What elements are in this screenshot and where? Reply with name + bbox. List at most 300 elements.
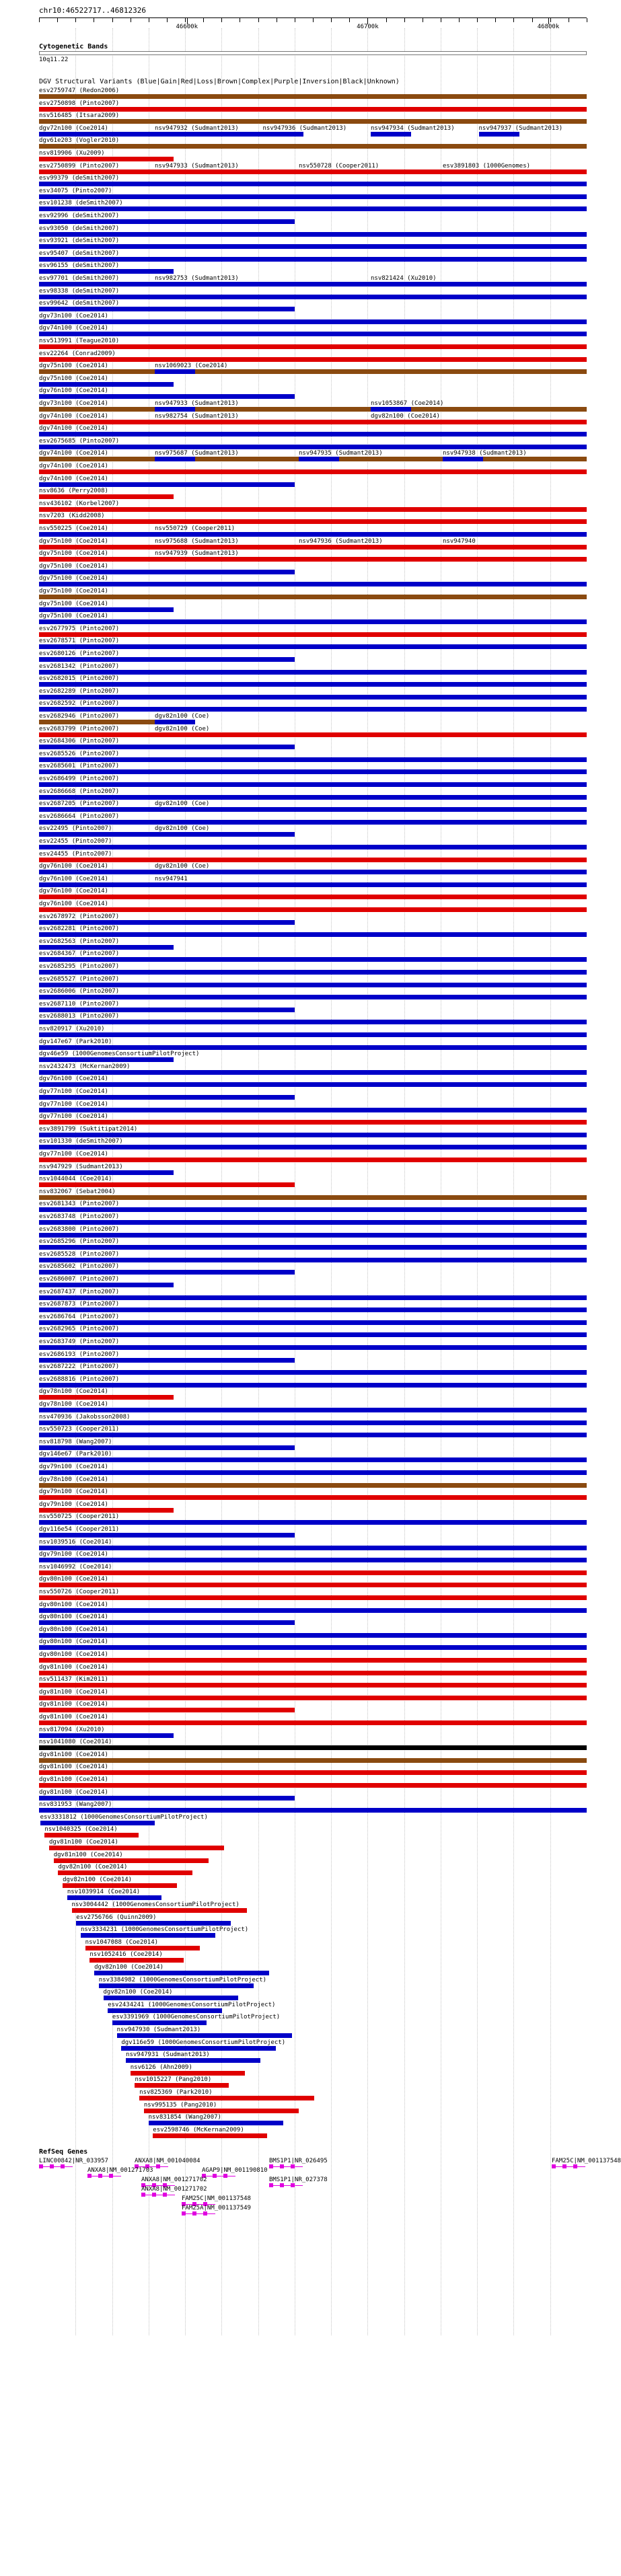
sv-bar-extra[interactable] bbox=[299, 457, 339, 461]
sv-label[interactable]: esv101238 (deSmith2007) bbox=[39, 200, 123, 207]
sv-label[interactable]: esv2681342 (Pinto2007) bbox=[39, 662, 120, 670]
sv-bar[interactable] bbox=[39, 307, 295, 311]
sv-bar[interactable] bbox=[58, 1870, 192, 1875]
sv-bar[interactable] bbox=[39, 570, 295, 574]
sv-bar[interactable] bbox=[117, 2033, 292, 2038]
sv-bar[interactable] bbox=[39, 795, 587, 800]
sv-bar[interactable] bbox=[39, 1696, 587, 1700]
sv-bar[interactable] bbox=[39, 1233, 587, 1238]
sv-bar[interactable] bbox=[39, 1583, 587, 1587]
sv-bar[interactable] bbox=[39, 807, 587, 812]
refseq-gene-label[interactable]: ANXA8|NM_001271702 bbox=[141, 2186, 207, 2193]
sv-label[interactable]: nsv831953 (Wang2007) bbox=[39, 1801, 112, 1809]
sv-label[interactable]: nsv1052416 (Coe2014) bbox=[89, 1951, 163, 1959]
sv-label[interactable]: dgv75n100 (Coe2014) bbox=[39, 537, 108, 545]
sv-label[interactable]: nsv832067 (Sebat2004) bbox=[39, 1188, 116, 1195]
sv-bar-extra[interactable] bbox=[155, 532, 195, 537]
sv-bar[interactable] bbox=[39, 1745, 587, 1750]
refseq-gene-exon[interactable] bbox=[291, 2183, 295, 2187]
sv-bar[interactable] bbox=[39, 1533, 295, 1538]
sv-bar[interactable] bbox=[39, 920, 295, 925]
sv-bar[interactable] bbox=[135, 2083, 229, 2088]
sv-bar[interactable] bbox=[39, 1445, 295, 1450]
sv-label[interactable]: dgv74n100 (Coe2014) bbox=[39, 325, 108, 332]
sv-bar[interactable] bbox=[39, 1620, 295, 1625]
sv-bar[interactable] bbox=[39, 1483, 587, 1488]
sv-bar[interactable] bbox=[39, 732, 587, 737]
sv-label-extra[interactable]: nsv947932 (Sudmant2013) bbox=[155, 124, 239, 132]
refseq-gene-label[interactable]: BMS1P1|NR_026495 bbox=[269, 2158, 328, 2165]
sv-label[interactable]: esv2682946 (Pinto2007) bbox=[39, 713, 120, 720]
sv-label[interactable]: dgv81n100 (Coe2014) bbox=[39, 1751, 108, 1758]
sv-label[interactable]: esv2686664 (Pinto2007) bbox=[39, 812, 120, 820]
sv-label-extra[interactable]: esv3891803 (1000Genomes) bbox=[443, 162, 531, 169]
sv-label[interactable]: esv2685526 (Pinto2007) bbox=[39, 750, 120, 757]
sv-label[interactable]: esv2680126 (Pinto2007) bbox=[39, 650, 120, 657]
sv-label[interactable]: esv2687110 (Pinto2007) bbox=[39, 1000, 120, 1008]
refseq-gene-exon[interactable] bbox=[182, 2211, 186, 2215]
sv-label[interactable]: dgv76n100 (Coe2014) bbox=[39, 863, 108, 870]
sv-label[interactable]: dgv81n100 (Coe2014) bbox=[49, 1839, 118, 1846]
sv-bar[interactable] bbox=[39, 644, 587, 649]
sv-bar[interactable] bbox=[39, 1395, 174, 1400]
sv-bar[interactable] bbox=[39, 757, 587, 762]
refseq-gene-exon[interactable] bbox=[39, 2164, 43, 2168]
sv-bar[interactable] bbox=[112, 2020, 207, 2025]
sv-label-extra[interactable]: nsv982754 (Sudmant2013) bbox=[155, 412, 239, 420]
sv-label[interactable]: dgv75n100 (Coe2014) bbox=[39, 375, 108, 382]
refseq-gene-exon[interactable] bbox=[156, 2164, 160, 2168]
sv-label[interactable]: nsv3384982 (1000GenomesConsortiumPilotProject) bbox=[98, 1976, 267, 1983]
sv-bar[interactable] bbox=[39, 957, 587, 962]
sv-label[interactable]: esv2598746 (McKernan2009) bbox=[153, 2126, 244, 2133]
sv-label[interactable]: dgv82n100 (Coe2014) bbox=[58, 1864, 128, 1871]
sv-label[interactable]: nsv831854 (Wang2007) bbox=[148, 2114, 221, 2121]
sv-label[interactable]: esv2685296 (Pinto2007) bbox=[39, 1238, 120, 1246]
sv-label[interactable]: esv97701 (deSmith2007) bbox=[39, 275, 120, 282]
sv-label[interactable]: nsv516485 (Itsara2009) bbox=[39, 112, 120, 120]
sv-label[interactable]: dgv81n100 (Coe2014) bbox=[39, 1764, 108, 1771]
sv-bar[interactable] bbox=[39, 1570, 587, 1575]
sv-label[interactable]: dgv81n100 (Coe2014) bbox=[39, 1701, 108, 1708]
sv-label-extra[interactable]: dgv82n100 (Coe) bbox=[155, 863, 210, 870]
sv-label[interactable]: esv2756766 (Quinn2009) bbox=[76, 1914, 157, 1921]
sv-bar[interactable] bbox=[39, 1057, 174, 1062]
sv-label[interactable]: esv2684306 (Pinto2007) bbox=[39, 738, 120, 745]
sv-label[interactable]: nsv817094 (Xu2010) bbox=[39, 1726, 105, 1733]
sv-label[interactable]: dgv81n100 (Coe2014) bbox=[53, 1851, 123, 1858]
sv-bar[interactable] bbox=[39, 1796, 295, 1801]
sv-label[interactable]: esv2688816 (Pinto2007) bbox=[39, 1375, 120, 1383]
sv-bar[interactable] bbox=[39, 269, 174, 274]
sv-bar[interactable] bbox=[39, 632, 587, 637]
sv-bar[interactable] bbox=[39, 344, 587, 349]
sv-label[interactable]: dgv61e203 (Vogler2010) bbox=[39, 137, 120, 145]
sv-label[interactable]: dgv75n100 (Coe2014) bbox=[39, 550, 108, 558]
sv-label[interactable]: nsv550726 (Cooper2011) bbox=[39, 1589, 120, 1595]
refseq-gene-label[interactable]: FAM25C|NM_001137548 bbox=[552, 2158, 621, 2165]
sv-bar[interactable] bbox=[39, 1433, 587, 1437]
sv-bar[interactable] bbox=[39, 1270, 295, 1275]
sv-bar[interactable] bbox=[39, 1070, 587, 1075]
sv-label-extra[interactable]: nsv975688 (Sudmant2013) bbox=[155, 537, 239, 545]
sv-bar[interactable] bbox=[39, 107, 587, 112]
sv-label[interactable]: nsv550225 (Coe2014) bbox=[39, 525, 108, 532]
sv-label-extra[interactable]: nsv947936 (Sudmant2013) bbox=[262, 124, 347, 132]
sv-bar[interactable] bbox=[104, 1996, 238, 2000]
sv-label[interactable]: nsv513991 (Teague2010) bbox=[39, 338, 120, 344]
sv-label[interactable]: dgv76n100 (Coe2014) bbox=[39, 875, 108, 882]
sv-bar[interactable] bbox=[54, 1858, 209, 1863]
sv-label-extra[interactable]: dgv82n100 (Coe) bbox=[155, 800, 210, 808]
sv-label[interactable]: esv2686006 (Pinto2007) bbox=[39, 988, 120, 995]
sv-label[interactable]: dgv76n100 (Coe2014) bbox=[39, 888, 108, 895]
sv-bar[interactable] bbox=[40, 1821, 155, 1825]
sv-label[interactable]: esv34075 (Pinto2007) bbox=[39, 187, 112, 194]
sv-label[interactable]: dgv73n100 (Coe2014) bbox=[39, 312, 108, 319]
sv-bar[interactable] bbox=[39, 1195, 587, 1200]
sv-bar[interactable] bbox=[89, 1958, 184, 1963]
sv-label[interactable]: nsv1046992 (Coe2014) bbox=[39, 1563, 112, 1570]
sv-bar-extra[interactable] bbox=[443, 169, 483, 174]
sv-label[interactable]: esv2681343 (Pinto2007) bbox=[39, 1201, 120, 1208]
sv-bar[interactable] bbox=[39, 1245, 587, 1250]
refseq-gene-exon[interactable] bbox=[163, 2193, 167, 2197]
sv-bar[interactable] bbox=[39, 494, 174, 499]
sv-label[interactable]: esv2686764 (Pinto2007) bbox=[39, 1313, 120, 1320]
sv-bar[interactable] bbox=[39, 720, 174, 724]
sv-label[interactable]: dgv74n100 (Coe2014) bbox=[39, 475, 108, 482]
refseq-gene-label[interactable]: AGAP9|NM_001190810 bbox=[202, 2167, 268, 2174]
sv-bar[interactable] bbox=[39, 882, 587, 887]
sv-bar[interactable] bbox=[39, 945, 174, 950]
sv-label[interactable]: esv101330 (deSmith2007) bbox=[39, 1138, 123, 1145]
sv-bar[interactable] bbox=[39, 1170, 174, 1175]
sv-label[interactable]: nsv947931 (Sudmant2013) bbox=[126, 2051, 210, 2059]
sv-bar[interactable] bbox=[39, 469, 587, 474]
sv-label[interactable]: dgv74n100 (Coe2014) bbox=[39, 463, 108, 469]
sv-label[interactable]: esv24455 (Pinto2007) bbox=[39, 850, 112, 858]
sv-bar-extra[interactable] bbox=[155, 870, 195, 874]
sv-label[interactable]: esv2682015 (Pinto2007) bbox=[39, 675, 120, 683]
sv-bar[interactable] bbox=[39, 1633, 587, 1638]
sv-bar[interactable] bbox=[39, 1733, 174, 1738]
sv-label-extra[interactable]: dgv82n100 (Coe2014) bbox=[371, 412, 440, 420]
sv-label[interactable]: dgv79n100 (Coe2014) bbox=[39, 1551, 108, 1558]
sv-bar-extra[interactable] bbox=[155, 369, 195, 374]
sv-label[interactable]: dgv77n100 (Coe2014) bbox=[39, 1088, 108, 1095]
refseq-gene-exon[interactable] bbox=[280, 2164, 284, 2168]
sv-bar[interactable] bbox=[39, 895, 587, 899]
sv-label[interactable]: esv2687205 (Pinto2007) bbox=[39, 800, 120, 808]
sv-bar[interactable] bbox=[139, 2096, 314, 2100]
refseq-gene-label[interactable]: ANXA8|NM_001271703 bbox=[87, 2167, 153, 2174]
sv-label[interactable]: dgv80n100 (Coe2014) bbox=[39, 1614, 108, 1621]
refseq-gene-exon[interactable] bbox=[269, 2183, 273, 2187]
sv-label[interactable]: dgv74n100 (Coe2014) bbox=[39, 412, 108, 420]
sv-bar[interactable] bbox=[39, 257, 587, 262]
sv-label-extra[interactable]: nsv947941 bbox=[155, 875, 188, 882]
refseq-gene-exon[interactable] bbox=[192, 2211, 196, 2215]
sv-bar[interactable] bbox=[39, 282, 587, 287]
sv-bar[interactable] bbox=[39, 407, 587, 412]
sv-bar[interactable] bbox=[39, 858, 587, 862]
sv-bar[interactable] bbox=[44, 1833, 139, 1838]
sv-bar[interactable] bbox=[39, 420, 587, 424]
sv-label[interactable]: esv2678972 (Pinto2007) bbox=[39, 913, 120, 920]
sv-bar[interactable] bbox=[39, 1308, 587, 1312]
sv-bar[interactable] bbox=[39, 219, 295, 224]
sv-label[interactable]: dgv116e59 (1000GenomesConsortiumPilotProject) bbox=[121, 2039, 286, 2046]
sv-label[interactable]: dgv77n100 (Coe2014) bbox=[39, 1100, 108, 1108]
sv-bar[interactable] bbox=[39, 1808, 587, 1813]
sv-label[interactable]: esv2682289 (Pinto2007) bbox=[39, 687, 120, 695]
sv-label[interactable]: esv3891799 (Suktitipat2014) bbox=[39, 1125, 138, 1133]
sv-bar[interactable] bbox=[39, 1095, 295, 1100]
sv-bar[interactable] bbox=[39, 1120, 587, 1125]
sv-bar[interactable] bbox=[108, 2008, 222, 2013]
sv-bar[interactable] bbox=[39, 232, 587, 237]
sv-bar[interactable] bbox=[39, 157, 174, 161]
sv-label[interactable]: nsv6126 (Ahn2009) bbox=[130, 2063, 192, 2071]
sv-bar[interactable] bbox=[39, 1595, 587, 1600]
sv-label[interactable]: dgv77n100 (Coe2014) bbox=[39, 1113, 108, 1121]
sv-label-extra[interactable]: nsv1069023 (Coe2014) bbox=[155, 363, 228, 370]
sv-bar[interactable] bbox=[39, 1345, 587, 1350]
sv-label-extra[interactable]: nsv982753 (Sudmant2013) bbox=[155, 275, 239, 282]
sv-bar-extra[interactable] bbox=[155, 720, 195, 724]
sv-bar-extra[interactable] bbox=[155, 132, 195, 137]
sv-bar-extra[interactable] bbox=[299, 545, 339, 550]
sv-bar-extra[interactable] bbox=[479, 132, 519, 137]
sv-label[interactable]: nsv819906 (Xu2009) bbox=[39, 150, 105, 157]
sv-bar[interactable] bbox=[39, 1758, 587, 1763]
sv-bar[interactable] bbox=[39, 519, 587, 524]
sv-bar-extra[interactable] bbox=[155, 407, 195, 412]
sv-label[interactable]: dgv78n100 (Coe2014) bbox=[39, 1388, 108, 1396]
sv-label[interactable]: esv2675685 (Pinto2007) bbox=[39, 437, 120, 445]
sv-label[interactable]: esv2686007 (Pinto2007) bbox=[39, 1276, 120, 1283]
sv-label[interactable]: esv2686499 (Pinto2007) bbox=[39, 775, 120, 782]
sv-bar[interactable] bbox=[39, 1108, 587, 1112]
sv-label[interactable]: dgv76n100 (Coe2014) bbox=[39, 901, 108, 907]
sv-label[interactable]: nsv511437 (Kim2011) bbox=[39, 1676, 108, 1683]
sv-bar[interactable] bbox=[63, 1883, 177, 1888]
sv-bar[interactable] bbox=[39, 970, 587, 975]
sv-bar[interactable] bbox=[126, 2058, 260, 2063]
sv-bar[interactable] bbox=[39, 432, 587, 437]
sv-label[interactable]: nsv1041080 (Coe2014) bbox=[39, 1739, 112, 1746]
refseq-gene-exon[interactable] bbox=[223, 2174, 227, 2178]
sv-label-extra[interactable]: nsv550729 (Cooper2011) bbox=[155, 525, 235, 532]
sv-label[interactable]: nsv3004442 (1000GenomesConsortiumPilotProject) bbox=[71, 1901, 240, 1908]
sv-bar-extra[interactable] bbox=[155, 545, 195, 550]
sv-bar-extra[interactable] bbox=[443, 457, 483, 461]
sv-bar-extra[interactable] bbox=[371, 282, 411, 287]
sv-label[interactable]: nsv1047088 (Coe2014) bbox=[85, 1938, 159, 1946]
sv-bar[interactable] bbox=[39, 670, 587, 675]
sv-label[interactable]: dgv77n100 (Coe2014) bbox=[39, 1151, 108, 1158]
sv-label[interactable]: esv22495 (Pinto2007) bbox=[39, 825, 112, 833]
sv-bar[interactable] bbox=[81, 1933, 215, 1938]
sv-label[interactable]: dgv75n100 (Coe2014) bbox=[39, 588, 108, 595]
sv-label[interactable]: esv2685601 (Pinto2007) bbox=[39, 763, 120, 770]
sv-bar[interactable] bbox=[39, 607, 174, 612]
sv-bar[interactable] bbox=[39, 1520, 587, 1525]
sv-bar[interactable] bbox=[39, 1720, 587, 1725]
sv-label[interactable]: esv2434241 (1000GenomesConsortiumPilotProject) bbox=[108, 2001, 276, 2008]
sv-label-extra[interactable]: nsv947933 (Sudmant2013) bbox=[155, 162, 239, 169]
sv-bar[interactable] bbox=[39, 394, 295, 399]
sv-bar[interactable] bbox=[39, 870, 587, 874]
sv-label-extra[interactable]: nsv947937 (Sudmant2013) bbox=[478, 124, 563, 132]
sv-bar[interactable] bbox=[39, 1182, 295, 1187]
sv-bar[interactable] bbox=[39, 1283, 174, 1287]
sv-bar[interactable] bbox=[39, 119, 587, 124]
sv-label[interactable]: esv3331812 (1000GenomesConsortiumPilotProject) bbox=[40, 1813, 208, 1821]
sv-bar[interactable] bbox=[39, 182, 587, 186]
sv-label[interactable]: nsv550723 (Cooper2011) bbox=[39, 1426, 120, 1433]
sv-bar[interactable] bbox=[39, 845, 587, 849]
sv-bar-extra[interactable] bbox=[443, 545, 483, 550]
sv-bar[interactable] bbox=[153, 2133, 267, 2138]
sv-bar[interactable] bbox=[39, 319, 587, 324]
sv-bar[interactable] bbox=[39, 194, 587, 199]
sv-label-extra[interactable]: dgv82n100 (Coe) bbox=[155, 713, 210, 720]
sv-label[interactable]: nsv470936 (Jakobsson2008) bbox=[39, 1413, 131, 1420]
sv-label[interactable]: esv22264 (Conrad2009) bbox=[39, 350, 116, 357]
sv-bar[interactable] bbox=[39, 1383, 587, 1388]
sv-bar[interactable] bbox=[39, 769, 587, 774]
sv-bar[interactable] bbox=[39, 206, 587, 211]
sv-bar[interactable] bbox=[39, 1508, 174, 1513]
sv-label[interactable]: dgv80n100 (Coe2014) bbox=[39, 1626, 108, 1633]
sv-label[interactable]: dgv81n100 (Coe2014) bbox=[39, 1663, 108, 1671]
sv-bar[interactable] bbox=[39, 507, 587, 512]
sv-label[interactable]: dgv80n100 (Coe2014) bbox=[39, 1576, 108, 1583]
sv-bar[interactable] bbox=[39, 1408, 587, 1412]
refseq-gene-exon[interactable] bbox=[61, 2164, 65, 2168]
sv-label[interactable]: esv2687873 (Pinto2007) bbox=[39, 1301, 120, 1308]
sv-bar[interactable] bbox=[39, 1220, 587, 1225]
refseq-gene-exon[interactable] bbox=[269, 2164, 273, 2168]
sv-bar[interactable] bbox=[39, 1133, 587, 1137]
sv-label[interactable]: esv2685295 (Pinto2007) bbox=[39, 963, 120, 970]
sv-label[interactable]: dgv79n100 (Coe2014) bbox=[39, 1501, 108, 1508]
refseq-gene-exon[interactable] bbox=[573, 2164, 577, 2168]
sv-label[interactable]: nsv3334231 (1000GenomesConsortiumPilotProject) bbox=[80, 1926, 249, 1934]
sv-bar[interactable] bbox=[39, 1608, 587, 1613]
sv-bar[interactable] bbox=[39, 1158, 587, 1162]
sv-label-extra[interactable]: nsv975687 (Sudmant2013) bbox=[155, 450, 239, 457]
sv-bar[interactable] bbox=[39, 1008, 295, 1012]
sv-label-extra[interactable]: nsv947935 (Sudmant2013) bbox=[299, 450, 383, 457]
sv-bar[interactable] bbox=[39, 1546, 587, 1550]
sv-label[interactable]: esv2687222 (Pinto2007) bbox=[39, 1363, 120, 1371]
sv-label[interactable]: dgv82n100 (Coe2014) bbox=[63, 1876, 133, 1883]
sv-label[interactable]: esv2750898 (Pinto2007) bbox=[39, 100, 120, 107]
sv-label[interactable]: nsv8636 (Perry2008) bbox=[39, 488, 108, 495]
sv-bar[interactable] bbox=[39, 532, 587, 537]
sv-label[interactable]: esv2687437 (Pinto2007) bbox=[39, 1288, 120, 1295]
sv-bar[interactable] bbox=[99, 1983, 254, 1988]
sv-bar[interactable] bbox=[144, 2109, 299, 2113]
refseq-gene-exon[interactable] bbox=[280, 2183, 284, 2187]
sv-bar[interactable] bbox=[39, 595, 587, 599]
sv-bar[interactable] bbox=[39, 932, 587, 937]
refseq-gene-exon[interactable] bbox=[141, 2193, 145, 2197]
sv-label-extra[interactable]: nsv1053867 (Coe2014) bbox=[371, 400, 444, 407]
sv-label[interactable]: nsv1040325 (Coe2014) bbox=[44, 1826, 118, 1833]
sv-bar[interactable] bbox=[39, 1045, 587, 1050]
refseq-gene-exon[interactable] bbox=[291, 2164, 295, 2168]
sv-label-extra[interactable]: nsv947934 (Sudmant2013) bbox=[371, 124, 455, 132]
sv-bar[interactable] bbox=[39, 144, 587, 149]
sv-label[interactable]: dgv75n100 (Coe2014) bbox=[39, 613, 108, 620]
sv-bar[interactable] bbox=[39, 295, 587, 299]
sv-bar[interactable] bbox=[39, 1295, 587, 1300]
sv-bar[interactable] bbox=[39, 94, 587, 99]
sv-label-extra[interactable]: nsv947938 (Sudmant2013) bbox=[443, 450, 527, 457]
sv-label[interactable]: dgv46e59 (1000GenomesConsortiumPilotProject) bbox=[39, 1051, 200, 1058]
sv-label[interactable]: dgv74n100 (Coe2014) bbox=[39, 450, 108, 457]
refseq-gene-exon[interactable] bbox=[98, 2174, 102, 2178]
sv-label[interactable]: esv2678571 (Pinto2007) bbox=[39, 638, 120, 645]
cytoband-bar[interactable] bbox=[39, 51, 587, 55]
sv-label[interactable]: dgv147e67 (Park2010) bbox=[39, 1038, 112, 1045]
sv-label[interactable]: nsv818798 (Wang2007) bbox=[39, 1438, 112, 1445]
sv-bar[interactable] bbox=[39, 695, 587, 699]
sv-label[interactable]: nsv947930 (Sudmant2013) bbox=[116, 2026, 201, 2033]
sv-bar[interactable] bbox=[39, 1207, 587, 1212]
sv-label[interactable]: dgv80n100 (Coe2014) bbox=[39, 1651, 108, 1658]
refseq-gene-label[interactable]: LINC00842|NR_033957 bbox=[39, 2158, 108, 2165]
sv-bar[interactable] bbox=[39, 1683, 587, 1688]
sv-label-extra[interactable]: dgv82n100 (Coe) bbox=[155, 825, 210, 833]
sv-label[interactable]: esv2683748 (Pinto2007) bbox=[39, 1213, 120, 1220]
sv-bar[interactable] bbox=[39, 1370, 587, 1375]
sv-label[interactable]: nsv2432473 (McKernan2009) bbox=[39, 1063, 131, 1070]
sv-label[interactable]: dgv116e54 (Cooper2011) bbox=[39, 1526, 120, 1533]
sv-bar[interactable] bbox=[39, 1645, 587, 1650]
sv-bar[interactable] bbox=[39, 1783, 587, 1788]
sv-bar[interactable] bbox=[39, 1082, 587, 1087]
sv-label[interactable]: esv2683749 (Pinto2007) bbox=[39, 1338, 120, 1345]
sv-label-extra[interactable]: nsv947939 (Sudmant2013) bbox=[155, 550, 239, 558]
sv-bar-extra[interactable] bbox=[263, 132, 303, 137]
sv-bar[interactable] bbox=[39, 782, 587, 787]
sv-bar[interactable] bbox=[39, 1558, 587, 1562]
sv-label[interactable]: dgv80n100 (Coe2014) bbox=[39, 1601, 108, 1608]
refseq-gene-exon[interactable] bbox=[87, 2174, 92, 2178]
sv-bar[interactable] bbox=[39, 745, 295, 749]
sv-label[interactable]: esv2677975 (Pinto2007) bbox=[39, 625, 120, 632]
sv-bar[interactable] bbox=[39, 1671, 587, 1675]
refseq-gene-exon[interactable] bbox=[562, 2164, 567, 2168]
sv-bar[interactable] bbox=[39, 1032, 587, 1037]
sv-bar[interactable] bbox=[39, 1332, 587, 1337]
sv-label[interactable]: esv99642 (deSmith2007) bbox=[39, 300, 120, 307]
sv-bar-extra[interactable] bbox=[155, 169, 195, 174]
sv-label[interactable]: nsv825369 (Park2010) bbox=[139, 2089, 213, 2096]
sv-label[interactable]: dgv81n100 (Coe2014) bbox=[39, 1688, 108, 1696]
sv-label[interactable]: esv2685602 (Pinto2007) bbox=[39, 1263, 120, 1271]
sv-bar-extra[interactable] bbox=[371, 132, 411, 137]
sv-bar[interactable] bbox=[39, 682, 587, 687]
sv-bar[interactable] bbox=[39, 382, 174, 387]
sv-bar-extra[interactable] bbox=[155, 420, 195, 424]
sv-label[interactable]: esv2682965 (Pinto2007) bbox=[39, 1326, 120, 1333]
